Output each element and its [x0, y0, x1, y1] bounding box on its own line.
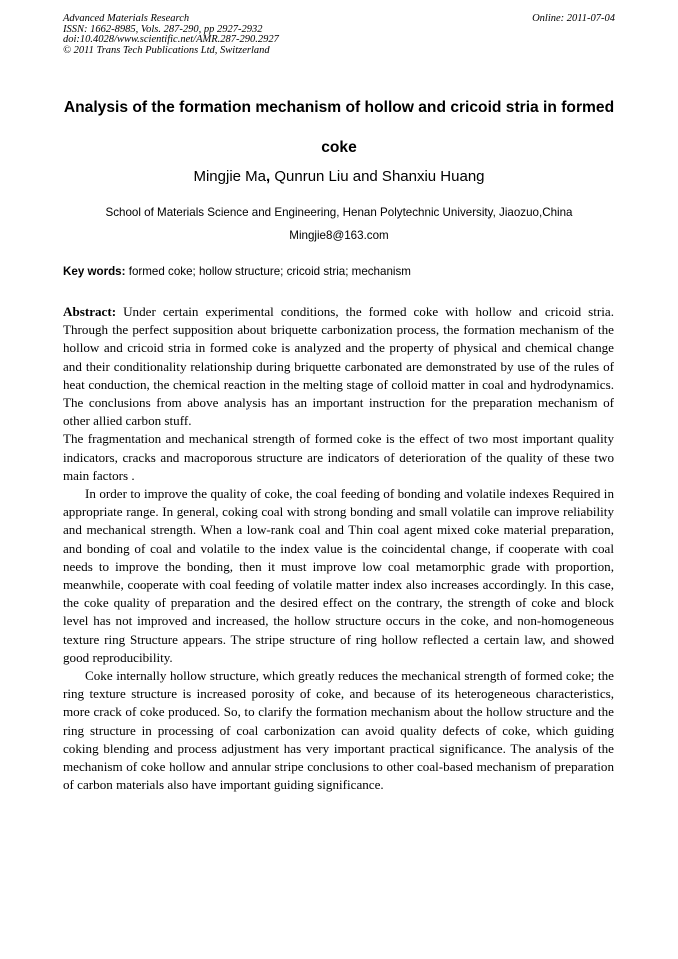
issn-line: ISSN: 1662-8985, Vols. 287-290, pp 2927-2932: [63, 23, 263, 35]
author-email: Mingjie8@163.com: [289, 229, 389, 242]
body-paragraph: The fragmentation and mechanical strength of formed coke is the effect of two most important quality indicators, cracks and macroporous structure are indicators of deterioration of the quality of these two main factors .: [63, 431, 614, 483]
keywords-label: Key words:: [63, 265, 126, 278]
keywords: [63, 262, 615, 282]
doi-line: doi:10.4028/www.scientific.net/AMR.287-290.2927: [63, 34, 279, 45]
author-separator: ,: [266, 168, 271, 185]
abstract-paragraph: [63, 303, 614, 430]
body-paragraph: Coke internally hollow structure, which greatly reduces the mechanical strength of formed coke; the ring texture structure is increased porosity of coke, and because of its heterogeneous characteristics, more crack of coke produced. So, to clarify the formation mechanism about the hollow structure and the ring structure in processing of coal carbonization can avoid quality defects of coke, which guiding coking blending and process adjustment has very important practical significance. The analysis of the mechanism of coke hollow and annular stripe conclusions to other coal-based mechanism of preparation of carbon materials also have important guiding significance.: [63, 668, 614, 793]
abstract-text: Under certain experimental conditions, the formed coke with hollow and cricoid stria. Through the perfect supposition about briquette carbonization process, the formation mechanism of the hollow and cricoid stria in formed coke is analyzed and the property of physical and chemical change and their conditionality relationship during briquette carbonated are demonstrated by use of the rules of heat conduction, the chemical reaction in the melting stage of colloid matter in coal and hydrodynamics. The conclusions from above analysis has an important instruction for the preparation mechanism of other allied carbon stuff.: [63, 304, 614, 429]
author-rest: Qunrun Liu and Shanxiu Huang: [270, 168, 485, 185]
affiliation: School of Materials Science and Engineering, Henan Polytechnic University, Jiaozuo,China: [105, 206, 573, 219]
abstract-label: Abstract:: [63, 304, 117, 319]
journal-header: [63, 14, 279, 56]
paper-body: [63, 303, 614, 794]
author-first: Mingjie Ma: [193, 168, 267, 185]
copyright-line: © 2011 Trans Tech Publications Ltd, Switzerland: [63, 44, 270, 56]
paper-title: Analysis of the formation mechanism of hollow and cricoid stria in formed coke: [63, 99, 615, 156]
journal-name: Advanced Materials Research: [63, 13, 190, 24]
body-paragraph: In order to improve the quality of coke, the coal feeding of bonding and volatile indexes Required in appropriate range. In general, coking coal with strong bonding and small volatile can improve reliability and mechanical strength. When a low-rank coal and Thin coal agent mixed coke material preparation, and bonding of coal and volatile to the index value is the coincidental change, if cooperate with coal needs to improve the bonding, then it must improve low coal metamorphic grade with proportion, meanwhile, cooperate with coal feeding of volatile matter index also increases accordingly. In this case, the coke quality of preparation and the desired effect on the contrary, the strength of coke and block level has not improved and increased, the hollow structure occurs in the coke, and non-homogeneous texture ring Structure appears. The stripe structure of ring hollow reflected a certain law, and showed good reproducibility.: [63, 486, 614, 665]
online-date: Online: 2011-07-04: [532, 13, 615, 24]
keywords-text: formed coke; hollow structure; cricoid stria; mechanism: [125, 265, 411, 278]
author-list: [63, 166, 615, 188]
